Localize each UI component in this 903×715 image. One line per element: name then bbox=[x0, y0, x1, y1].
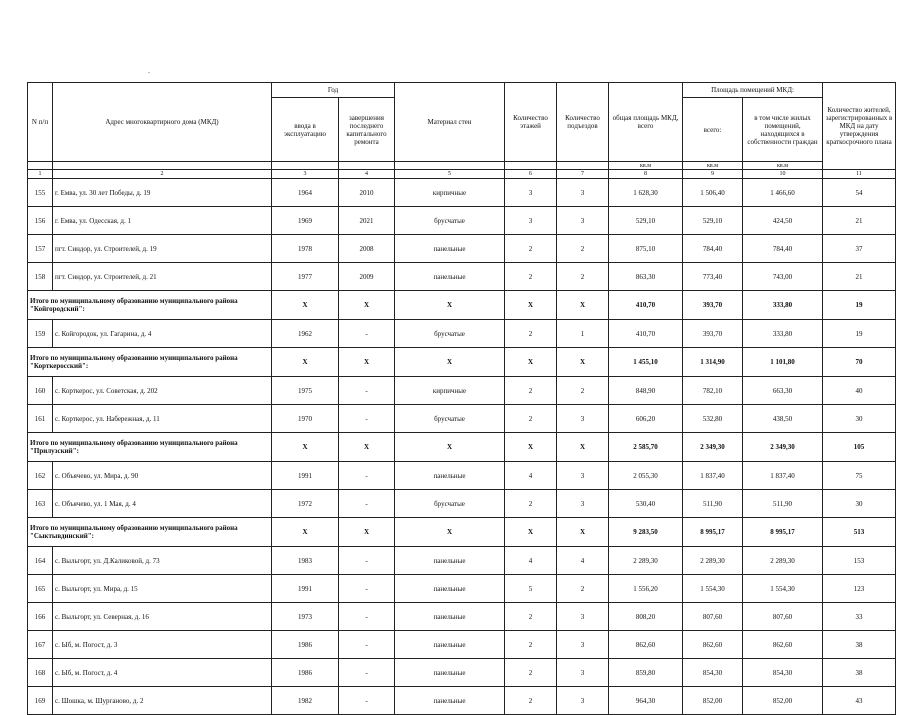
col-number: 7 bbox=[557, 170, 609, 179]
entrances-cell: X bbox=[557, 433, 609, 462]
subtotal-row bbox=[28, 433, 896, 462]
floors-cell: 3 bbox=[505, 179, 557, 207]
total-area-cell: 964,30 bbox=[609, 687, 683, 715]
subtotal-label: Итого по муниципальному образованию муниципального района "Корткеросский": bbox=[28, 348, 272, 377]
table-row bbox=[28, 659, 896, 687]
year-built-cell: 1969 bbox=[272, 207, 339, 235]
living-area-cell: 862,60 bbox=[683, 631, 743, 659]
year-repair-cell: 2009 bbox=[339, 263, 395, 291]
year-repair-cell: X bbox=[339, 518, 395, 547]
material-cell: X bbox=[395, 518, 505, 547]
table-header bbox=[28, 83, 896, 179]
living-area-cell: 529,10 bbox=[683, 207, 743, 235]
material-cell: панельные bbox=[395, 687, 505, 715]
row-number: 164 bbox=[28, 547, 53, 575]
year-repair-cell: - bbox=[339, 405, 395, 433]
table-row bbox=[28, 405, 896, 433]
row-number: 156 bbox=[28, 207, 53, 235]
row-address: с. Шошка, м. Шурганово, д. 2 bbox=[53, 687, 272, 715]
floors-cell: 5 bbox=[505, 575, 557, 603]
entrances-cell: 3 bbox=[557, 659, 609, 687]
row-address: с. Выльгорт, ул. Д.Каликовой, д. 73 bbox=[53, 547, 272, 575]
owned-area-cell: 438,50 bbox=[743, 405, 823, 433]
year-repair-cell: X bbox=[339, 348, 395, 377]
residents-cell: 153 bbox=[823, 547, 896, 575]
table-row bbox=[28, 631, 896, 659]
entrances-cell: 3 bbox=[557, 179, 609, 207]
owned-area-cell: 663,30 bbox=[743, 377, 823, 405]
residents-cell: 33 bbox=[823, 603, 896, 631]
row-address: с. Корткерос, ул. Советская, д. 202 bbox=[53, 377, 272, 405]
total-area-cell: 2 289,30 bbox=[609, 547, 683, 575]
row-number: 167 bbox=[28, 631, 53, 659]
unit-sqm-owned: кв.м bbox=[743, 162, 823, 170]
residents-cell: 123 bbox=[823, 575, 896, 603]
year-repair-cell: - bbox=[339, 631, 395, 659]
year-built-cell: 1977 bbox=[272, 263, 339, 291]
table-row bbox=[28, 263, 896, 291]
table-row bbox=[28, 179, 896, 207]
residents-cell: 30 bbox=[823, 405, 896, 433]
col-number: 10 bbox=[743, 170, 823, 179]
year-repair-cell: X bbox=[339, 433, 395, 462]
material-cell: панельные bbox=[395, 263, 505, 291]
total-area-cell: 606,20 bbox=[609, 405, 683, 433]
header-living-total: всего: bbox=[683, 98, 743, 162]
row-address: с. Выльгорт, ул. Мира, д. 15 bbox=[53, 575, 272, 603]
table-row bbox=[28, 320, 896, 348]
header-year-repair: завершения последнего капитального ремонта bbox=[339, 98, 395, 162]
total-area-cell: 862,60 bbox=[609, 631, 683, 659]
year-repair-cell: 2008 bbox=[339, 235, 395, 263]
unit-cell bbox=[53, 162, 272, 170]
year-repair-cell: - bbox=[339, 687, 395, 715]
row-number: 157 bbox=[28, 235, 53, 263]
year-built-cell: X bbox=[272, 518, 339, 547]
residents-cell: 38 bbox=[823, 659, 896, 687]
row-number: 161 bbox=[28, 405, 53, 433]
owned-area-cell: 1 466,60 bbox=[743, 179, 823, 207]
owned-area-cell: 8 995,17 bbox=[743, 518, 823, 547]
year-repair-cell: - bbox=[339, 659, 395, 687]
year-repair-cell: 2021 bbox=[339, 207, 395, 235]
total-area-cell: 2 055,30 bbox=[609, 462, 683, 490]
material-cell: панельные bbox=[395, 575, 505, 603]
row-address: с. Ыб, м. Погост, д. 3 bbox=[53, 631, 272, 659]
floors-cell: X bbox=[505, 348, 557, 377]
residents-cell: 105 bbox=[823, 433, 896, 462]
total-area-cell: 863,30 bbox=[609, 263, 683, 291]
material-cell: панельные bbox=[395, 547, 505, 575]
residents-cell: 54 bbox=[823, 179, 896, 207]
subtotal-label: Итого по муниципальному образованию муниципального района "Прилузский": bbox=[28, 433, 272, 462]
owned-area-cell: 1 101,80 bbox=[743, 348, 823, 377]
year-built-cell: X bbox=[272, 433, 339, 462]
floors-cell: X bbox=[505, 291, 557, 320]
subtotal-row bbox=[28, 518, 896, 547]
year-built-cell: 1975 bbox=[272, 377, 339, 405]
year-repair-cell: 2010 bbox=[339, 179, 395, 207]
year-built-cell: 1986 bbox=[272, 659, 339, 687]
col-number: 5 bbox=[395, 170, 505, 179]
floors-cell: 2 bbox=[505, 263, 557, 291]
entrances-cell: X bbox=[557, 348, 609, 377]
entrances-cell: X bbox=[557, 518, 609, 547]
corner-mark: . bbox=[148, 66, 150, 75]
entrances-cell: 2 bbox=[557, 263, 609, 291]
material-cell: брусчатые bbox=[395, 207, 505, 235]
residents-cell: 38 bbox=[823, 631, 896, 659]
col-number: 9 bbox=[683, 170, 743, 179]
col-number: 3 bbox=[272, 170, 339, 179]
header-living-owned: в том числе жилых помещений, находящихся в собственности граждан bbox=[743, 98, 823, 162]
owned-area-cell: 743,00 bbox=[743, 263, 823, 291]
living-area-cell: 1 506,40 bbox=[683, 179, 743, 207]
header-address: Адрес многоквартирного дома (МКД) bbox=[53, 83, 272, 162]
header-year-built: ввода в эксплуатацию bbox=[272, 98, 339, 162]
living-area-cell: 2 349,30 bbox=[683, 433, 743, 462]
row-address: с. Ыб, м. Погост, д. 4 bbox=[53, 659, 272, 687]
header-residents: Количество жителей, зарегистрированных в МКД на дату утверждения краткосрочного плана bbox=[823, 83, 896, 170]
year-built-cell: X bbox=[272, 291, 339, 320]
row-number: 159 bbox=[28, 320, 53, 348]
entrances-cell: X bbox=[557, 291, 609, 320]
living-area-cell: 8 995,17 bbox=[683, 518, 743, 547]
unit-cell bbox=[395, 162, 505, 170]
total-area-cell: 530,40 bbox=[609, 490, 683, 518]
material-cell: X bbox=[395, 433, 505, 462]
residents-cell: 21 bbox=[823, 263, 896, 291]
floors-cell: 2 bbox=[505, 235, 557, 263]
col-number: 6 bbox=[505, 170, 557, 179]
owned-area-cell: 2 349,30 bbox=[743, 433, 823, 462]
unit-cell bbox=[272, 162, 339, 170]
residents-cell: 70 bbox=[823, 348, 896, 377]
total-area-cell: 1 556,20 bbox=[609, 575, 683, 603]
row-address: с. Выльгорт, ул. Северная, д. 16 bbox=[53, 603, 272, 631]
material-cell: панельные bbox=[395, 631, 505, 659]
material-cell: кирпичные bbox=[395, 179, 505, 207]
subtotal-row bbox=[28, 348, 896, 377]
table-body bbox=[28, 179, 896, 715]
floors-cell: 4 bbox=[505, 547, 557, 575]
col-number: 4 bbox=[339, 170, 395, 179]
year-built-cell: 1970 bbox=[272, 405, 339, 433]
year-built-cell: 1983 bbox=[272, 547, 339, 575]
subtotal-label: Итого по муниципальному образованию муниципального района "Койгородский": bbox=[28, 291, 272, 320]
material-cell: панельные bbox=[395, 659, 505, 687]
row-address: с. Объячево, ул. Мира, д. 90 bbox=[53, 462, 272, 490]
owned-area-cell: 2 289,30 bbox=[743, 547, 823, 575]
entrances-cell: 3 bbox=[557, 207, 609, 235]
row-number: 160 bbox=[28, 377, 53, 405]
material-cell: брусчатые bbox=[395, 490, 505, 518]
owned-area-cell: 333,80 bbox=[743, 320, 823, 348]
living-area-cell: 393,70 bbox=[683, 291, 743, 320]
entrances-cell: 3 bbox=[557, 490, 609, 518]
total-area-cell: 2 585,70 bbox=[609, 433, 683, 462]
year-repair-cell: X bbox=[339, 291, 395, 320]
table-row bbox=[28, 235, 896, 263]
total-area-cell: 875,10 bbox=[609, 235, 683, 263]
col-number: 8 bbox=[609, 170, 683, 179]
material-cell: брусчатые bbox=[395, 405, 505, 433]
row-address: с. Объячево, ул. 1 Мая, д. 4 bbox=[53, 490, 272, 518]
floors-cell: X bbox=[505, 518, 557, 547]
header-year: Год bbox=[272, 83, 395, 98]
entrances-cell: 3 bbox=[557, 603, 609, 631]
unit-cell bbox=[28, 162, 53, 170]
table-row bbox=[28, 575, 896, 603]
year-built-cell: 1991 bbox=[272, 462, 339, 490]
living-area-cell: 852,00 bbox=[683, 687, 743, 715]
floors-cell: 3 bbox=[505, 207, 557, 235]
floors-cell: 2 bbox=[505, 405, 557, 433]
living-area-cell: 807,60 bbox=[683, 603, 743, 631]
entrances-cell: 2 bbox=[557, 377, 609, 405]
owned-area-cell: 807,60 bbox=[743, 603, 823, 631]
floors-cell: X bbox=[505, 433, 557, 462]
living-area-cell: 1 837,40 bbox=[683, 462, 743, 490]
entrances-cell: 4 bbox=[557, 547, 609, 575]
table-row bbox=[28, 462, 896, 490]
table-row bbox=[28, 547, 896, 575]
residents-cell: 75 bbox=[823, 462, 896, 490]
row-number: 166 bbox=[28, 603, 53, 631]
living-area-cell: 532,80 bbox=[683, 405, 743, 433]
entrances-cell: 3 bbox=[557, 462, 609, 490]
floors-cell: 2 bbox=[505, 659, 557, 687]
subtotal-label: Итого по муниципальному образованию муниципального района "Сыктывдинский": bbox=[28, 518, 272, 547]
row-address: с. Корткерос, ул. Набережная, д. 11 bbox=[53, 405, 272, 433]
header-area-group: Площадь помещений МКД: bbox=[683, 83, 823, 98]
year-built-cell: 1962 bbox=[272, 320, 339, 348]
living-area-cell: 2 289,30 bbox=[683, 547, 743, 575]
row-address: пгт. Синдор, ул. Строителей, д. 21 bbox=[53, 263, 272, 291]
residents-cell: 37 bbox=[823, 235, 896, 263]
table-row bbox=[28, 377, 896, 405]
material-cell: панельные bbox=[395, 235, 505, 263]
unit-sqm-living: кв.м bbox=[683, 162, 743, 170]
col-number: 1 bbox=[28, 170, 53, 179]
total-area-cell: 1 455,10 bbox=[609, 348, 683, 377]
year-repair-cell: - bbox=[339, 377, 395, 405]
table-row bbox=[28, 490, 896, 518]
material-cell: X bbox=[395, 348, 505, 377]
total-area-cell: 808,20 bbox=[609, 603, 683, 631]
living-area-cell: 1 554,30 bbox=[683, 575, 743, 603]
living-area-cell: 1 314,90 bbox=[683, 348, 743, 377]
year-built-cell: 1978 bbox=[272, 235, 339, 263]
total-area-cell: 410,70 bbox=[609, 291, 683, 320]
table-row bbox=[28, 207, 896, 235]
material-cell: кирпичные bbox=[395, 377, 505, 405]
entrances-cell: 3 bbox=[557, 405, 609, 433]
floors-cell: 2 bbox=[505, 490, 557, 518]
floors-cell: 2 bbox=[505, 603, 557, 631]
total-area-cell: 848,90 bbox=[609, 377, 683, 405]
col-number: 11 bbox=[823, 170, 896, 179]
table-row bbox=[28, 687, 896, 715]
entrances-cell: 2 bbox=[557, 235, 609, 263]
floors-cell: 2 bbox=[505, 631, 557, 659]
year-built-cell: 1986 bbox=[272, 631, 339, 659]
header-floors: Количество этажей bbox=[505, 83, 557, 162]
row-address: пгт. Синдор, ул. Строителей, д. 19 bbox=[53, 235, 272, 263]
row-number: 162 bbox=[28, 462, 53, 490]
header-entrances: Количество подъездов bbox=[557, 83, 609, 162]
total-area-cell: 1 628,30 bbox=[609, 179, 683, 207]
year-repair-cell: - bbox=[339, 603, 395, 631]
header-material: Материал стен bbox=[395, 83, 505, 162]
entrances-cell: 3 bbox=[557, 687, 609, 715]
year-built-cell: 1973 bbox=[272, 603, 339, 631]
owned-area-cell: 511,90 bbox=[743, 490, 823, 518]
year-repair-cell: - bbox=[339, 547, 395, 575]
row-number: 165 bbox=[28, 575, 53, 603]
entrances-cell: 2 bbox=[557, 575, 609, 603]
total-area-cell: 859,80 bbox=[609, 659, 683, 687]
owned-area-cell: 1 554,30 bbox=[743, 575, 823, 603]
material-cell: панельные bbox=[395, 462, 505, 490]
entrances-cell: 3 bbox=[557, 631, 609, 659]
residents-cell: 19 bbox=[823, 320, 896, 348]
year-built-cell: 1982 bbox=[272, 687, 339, 715]
material-cell: X bbox=[395, 291, 505, 320]
year-built-cell: 1972 bbox=[272, 490, 339, 518]
row-number: 155 bbox=[28, 179, 53, 207]
year-repair-cell: - bbox=[339, 575, 395, 603]
residents-cell: 30 bbox=[823, 490, 896, 518]
material-cell: панельные bbox=[395, 603, 505, 631]
owned-area-cell: 784,40 bbox=[743, 235, 823, 263]
owned-area-cell: 854,30 bbox=[743, 659, 823, 687]
unit-cell bbox=[339, 162, 395, 170]
row-address: г. Емва, ул. 30 лет Победы, д. 19 bbox=[53, 179, 272, 207]
floors-cell: 2 bbox=[505, 320, 557, 348]
total-area-cell: 9 283,50 bbox=[609, 518, 683, 547]
owned-area-cell: 862,60 bbox=[743, 631, 823, 659]
year-repair-cell: - bbox=[339, 490, 395, 518]
row-number: 163 bbox=[28, 490, 53, 518]
unit-sqm-total: кв.м bbox=[609, 162, 683, 170]
row-address: с. Койгородок, ул. Гагарина, д. 4 bbox=[53, 320, 272, 348]
year-built-cell: X bbox=[272, 348, 339, 377]
living-area-cell: 393,70 bbox=[683, 320, 743, 348]
subtotal-row bbox=[28, 291, 896, 320]
living-area-cell: 784,40 bbox=[683, 235, 743, 263]
row-number: 168 bbox=[28, 659, 53, 687]
living-area-cell: 854,30 bbox=[683, 659, 743, 687]
year-repair-cell: - bbox=[339, 462, 395, 490]
residents-cell: 40 bbox=[823, 377, 896, 405]
col-number: 2 bbox=[53, 170, 272, 179]
table-row bbox=[28, 603, 896, 631]
material-cell: брусчатые bbox=[395, 320, 505, 348]
owned-area-cell: 333,80 bbox=[743, 291, 823, 320]
header-total-area: общая площадь МКД, всего bbox=[609, 83, 683, 162]
owned-area-cell: 852,00 bbox=[743, 687, 823, 715]
row-number: 158 bbox=[28, 263, 53, 291]
row-number: 169 bbox=[28, 687, 53, 715]
entrances-cell: 1 bbox=[557, 320, 609, 348]
total-area-cell: 410,70 bbox=[609, 320, 683, 348]
residents-cell: 513 bbox=[823, 518, 896, 547]
floors-cell: 2 bbox=[505, 377, 557, 405]
year-repair-cell: - bbox=[339, 320, 395, 348]
residents-cell: 19 bbox=[823, 291, 896, 320]
residents-cell: 43 bbox=[823, 687, 896, 715]
mkd-table bbox=[27, 82, 896, 715]
living-area-cell: 511,90 bbox=[683, 490, 743, 518]
floors-cell: 4 bbox=[505, 462, 557, 490]
living-area-cell: 782,10 bbox=[683, 377, 743, 405]
unit-cell bbox=[505, 162, 557, 170]
residents-cell: 21 bbox=[823, 207, 896, 235]
floors-cell: 2 bbox=[505, 687, 557, 715]
header-num: N п/п bbox=[28, 83, 53, 162]
year-built-cell: 1991 bbox=[272, 575, 339, 603]
unit-cell bbox=[557, 162, 609, 170]
row-address: г. Емва, ул. Одесская, д. 1 bbox=[53, 207, 272, 235]
total-area-cell: 529,10 bbox=[609, 207, 683, 235]
owned-area-cell: 1 837,40 bbox=[743, 462, 823, 490]
year-built-cell: 1964 bbox=[272, 179, 339, 207]
owned-area-cell: 424,50 bbox=[743, 207, 823, 235]
living-area-cell: 773,40 bbox=[683, 263, 743, 291]
